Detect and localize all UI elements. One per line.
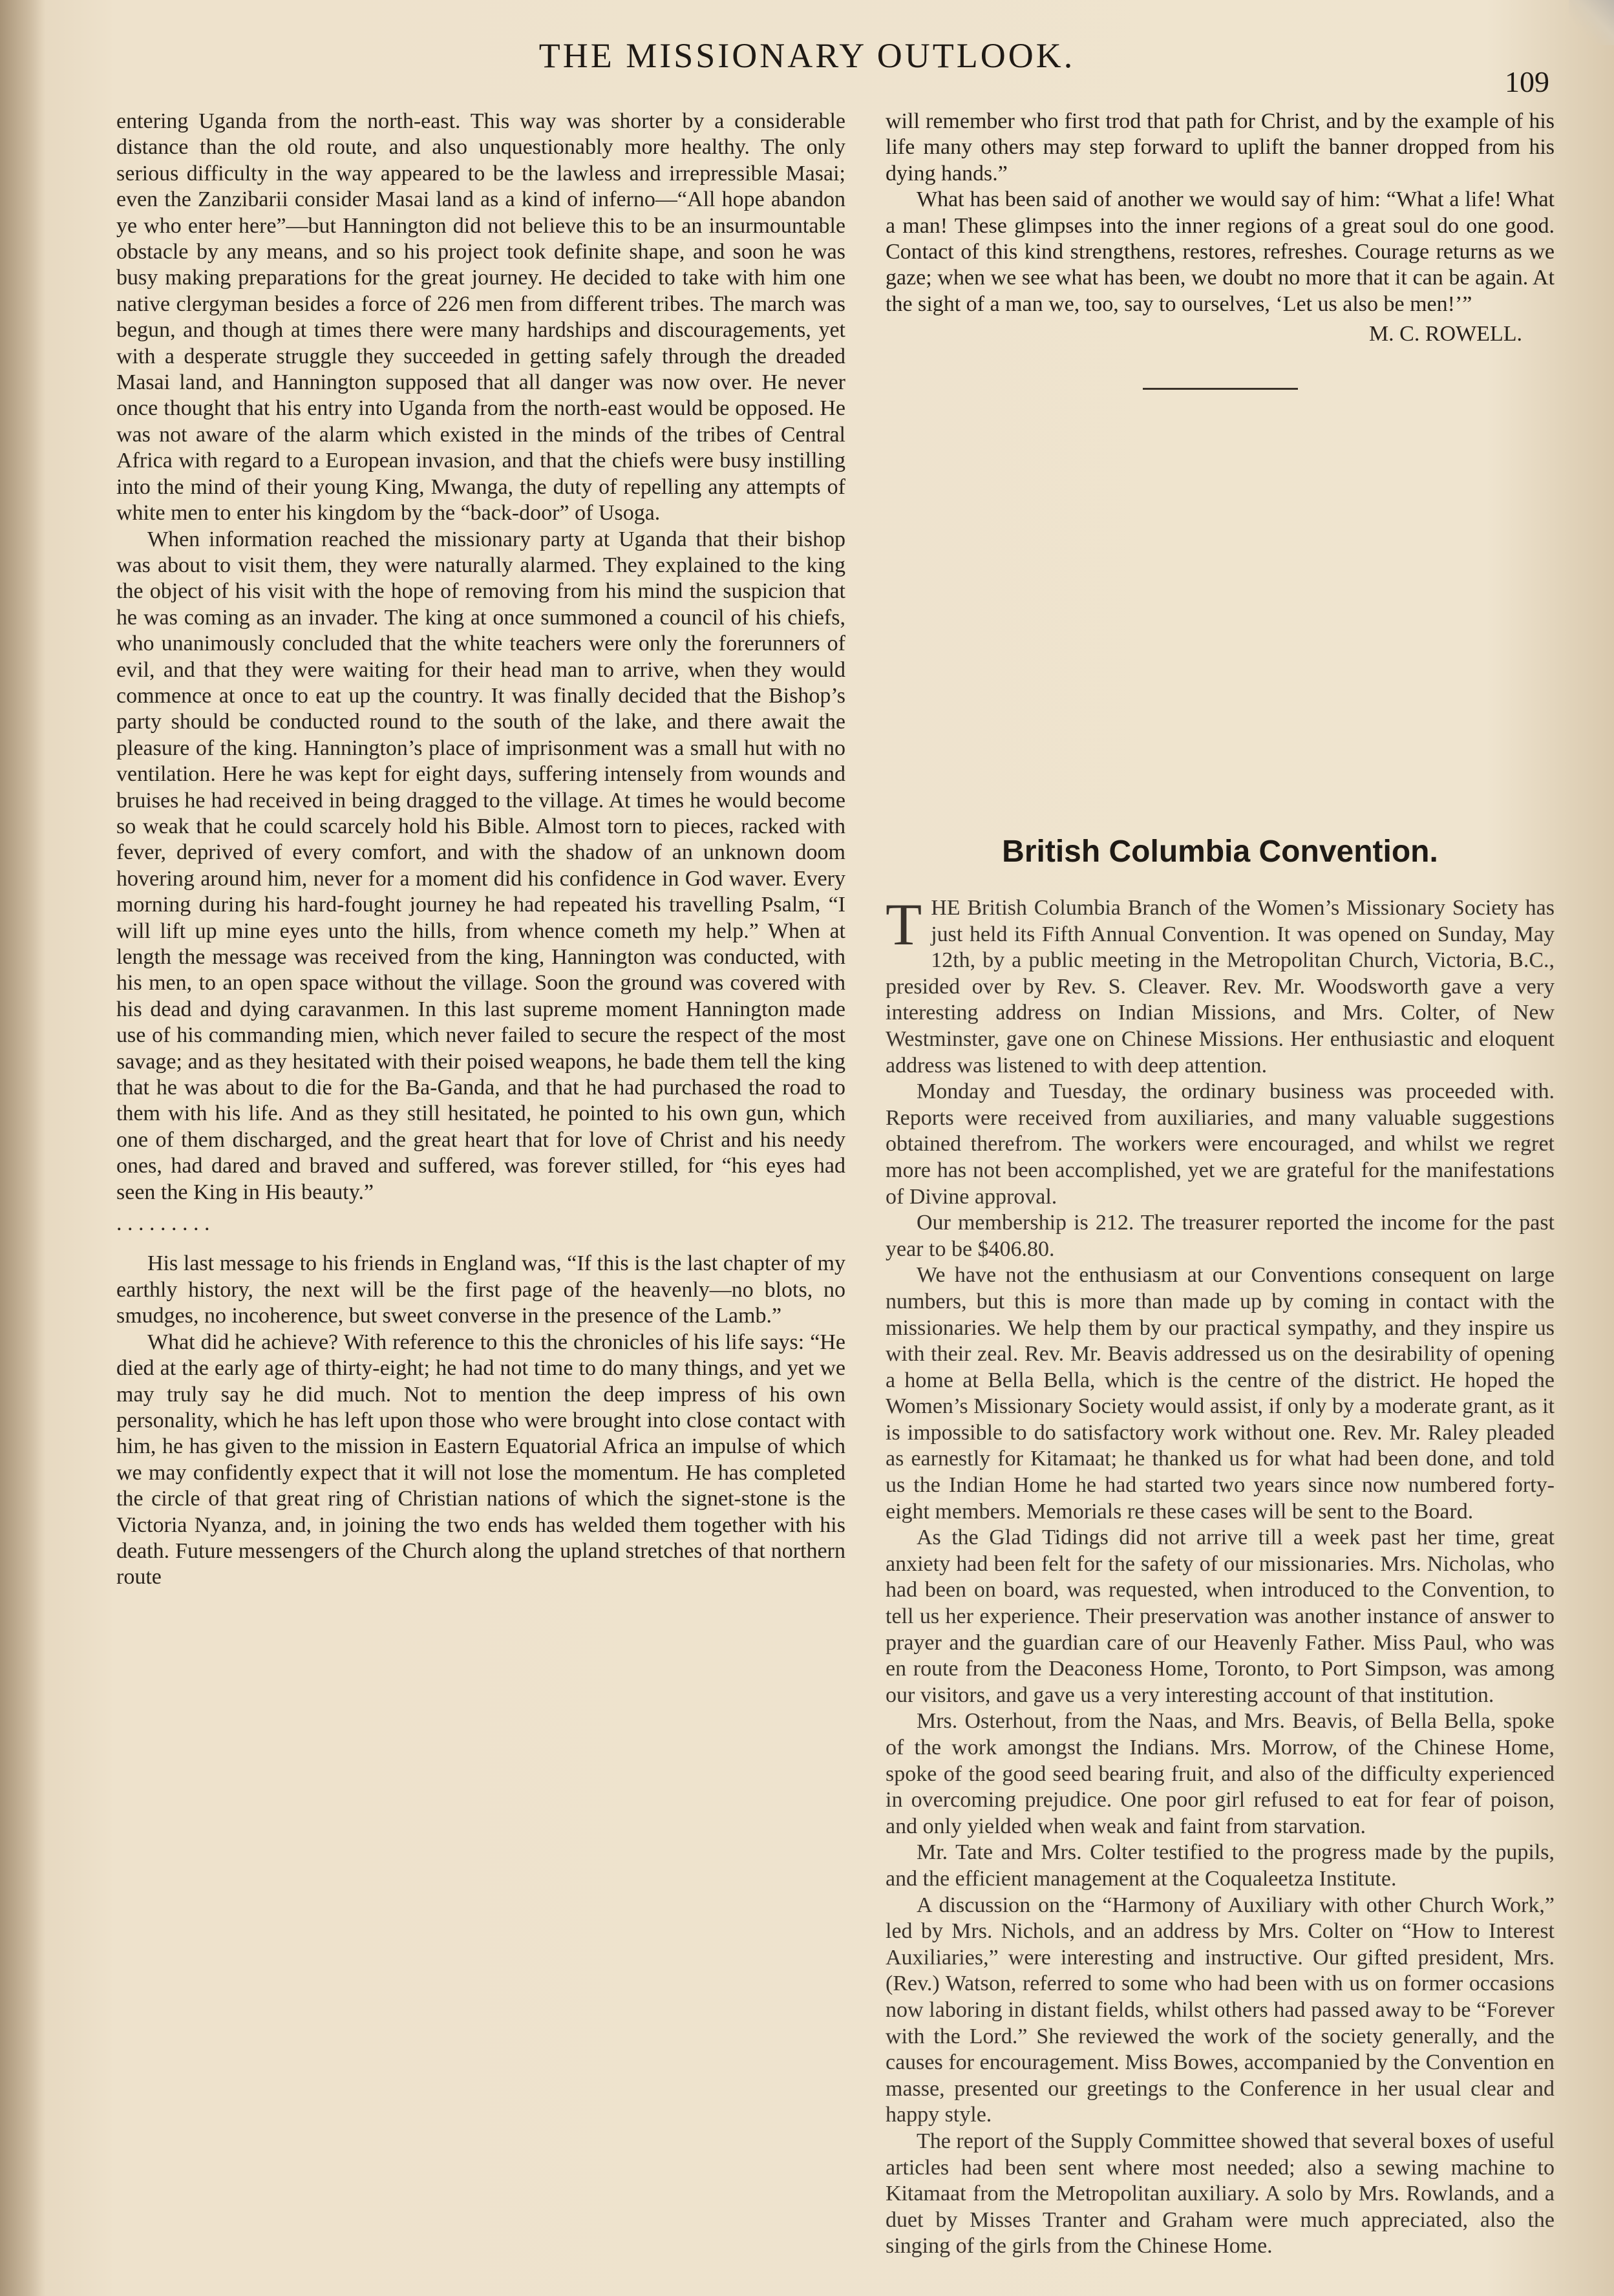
convention-paragraph-6: Mrs. Osterhout, from the Naas, and Mrs. Beavis, of Bella Bella, spoke of the work amongst the Indians. Mrs. Morrow, of the Chinese Home, spoke of the good seed bearing fruit, and also of the difficulty experienced in overcoming prejudice. One poor girl refused to eat for fear of poison, and only yielded when weak and faint from starvation. (886, 1709, 1555, 1838)
left-paragraph-2: When information reached the missionary party at Uganda that their bishop was about to visit them, they were naturally alarmed. They explained to the king the object of his visit with the hope of removing from his mind the suspicion that he was coming as an invader. The king at once summoned a council of his chiefs, who unanimously concluded that the white teachers were only the forerunners of evil, and that they were waiting for their head man to arrive, when they would commence at once to eat up the country. It was finally decided that the Bishop’s party should be conducted round to the south of the lake, and there await the pleasure of the king. Hannington’s place of imprisonment was a small hut with no ventilation. Here he was kept for eight days, suffering intensely from wounds and bruises he had received in being dragged to the village. At times he would become so weak that he could scarcely hold his Bible. Almost torn to pieces, racked with fever, deprived of every comfort, and with the shadow of an unknown doom hovering around him, never for a moment did his confidence in God waver. Every morning during his hard-fought journey he had repeated his travelling Psalm, “I will lift up mine eyes unto the hills, from whence cometh my help.” When at length the message was received from the king, Hannington was conducted, with his men, to an open space without the village. Soon the ground was covered with his dead and dying caravanmen. In this last supreme moment Hannington made use of his commanding mien, which never failed to secure the respect of the most savage; and as they hesitated with their poised weapons, he bade them tell the king that he was about to die for the Ba-Ganda, and that he had purchased the road to them with his life. And as they still hesitated, he pointed to his own gun, which one of them discharged, and the great heart that for love of Christ and his needy ones, had dared and braved and suffered, was forever stilled, for “his eyes had seen the King in His beauty.” (116, 527, 845, 1204)
binding-shadow (0, 0, 45, 2296)
convention-paragraph-7: Mr. Tate and Mrs. Colter testified to the progress made by the pupils, and the efficient management at the Coqualeetza Institute. (886, 1840, 1555, 1891)
convention-paragraph-3: Our membership is 212. The treasurer reported the income for the past year to be $406.80. (886, 1211, 1555, 1261)
left-paragraph-1: entering Uganda from the north-east. This way was shorter by a considerable distance than the old route, and also unquestionably more healthy. The only serious difficulty in the way appeared to be the lawless and irrepressible Masai; even the Zanzibarii consider Masai land as a kind of inferno—“All hope abandon ye who enter here”—but Hannington did not believe this to be an insurmountable obstacle by any means, and so his project took definite shape, and soon he was busy making preparations for the great journey. He decided to take with him one native clergyman besides a force of 226 men from different tribes. The march was begun, and though at times there were many hardships and discouragements, yet with a desperate struggle they succeeded in getting safely through the dreaded Masai land, and Hannington supposed that all danger was now over. He never once thought that his entry into Uganda from the north-east would be opposed. He was not aware of the alarm which existed in the minds of the tribes of Central Africa with regard to a European invasion, and that the chiefs were busy instilling into the mind of their young King, Mwanga, the duty of repelling any attempts of white men to enter his kingdom by the “back-door” of Usoga. (116, 109, 845, 526)
drop-cap: T (886, 891, 922, 957)
page-number: 109 (1505, 65, 1549, 98)
convention-paragraph-9: The report of the Supply Committee showed that several boxes of useful articles had been sent where most needed; also a sewing machine to Kitamaat from the Metropolitan auxiliary. A solo by Mrs. Rowlands, and a duet by Misses Tranter and Graham were much appreciated, also the singing of the girls from the Chinese Home. (886, 2129, 1555, 2259)
author-signature: M. C. ROWELL. (1368, 322, 1522, 346)
running-header: THE MISSIONARY OUTLOOK. (538, 36, 1076, 75)
convention-paragraph-4: We have not the enthusiasm at our Conventions consequent on large numbers, but this is more than made up by coming in contact with the missionaries. We help them by our practical sympathy, and they inspire us with their zeal. Rev. Mr. Beavis addressed us on the desirability of opening a home at Bella Bella, which is the centre of the district. He hoped the Women’s Missionary Society would assist, if only by a moderate grant, as it is impossible to do satisfactory work without one. Rev. Mr. Raley pleaded as earnestly for Kitamaat; he thanked us for what had been done, and told us the Indian Home he had started two years since now numbered forty-eight members. Memorials re these cases will be sent to the Board. (886, 1263, 1555, 1524)
right-paragraph-1: will remember who first trod that path for Christ, and by the example of his life many others may step forward to uplift the banner dropped from his dying hands.” (886, 109, 1555, 186)
right-column-top (886, 109, 1555, 416)
convention-paragraph-2: Monday and Tuesday, the ordinary business was proceeded with. Reports were received from auxiliaries, and many valuable suggestions obtained therefrom. The workers were encouraged, and whilst we regret more has not been accomplished, yet we are grateful for the manifestations of Divine approval. (886, 1079, 1555, 1209)
convention-paragraph-8: A discussion on the “Harmony of Auxiliary with other Church Work,” led by Mrs. Nichols, and an address by Mrs. Colter on “How to Interest Auxiliaries,” were interesting and instructive. Our gifted president, Mrs. (Rev.) Watson, referred to some who had been with us on former occasions now laboring in distant fields, whilst others had passed away to be “Forever with the Lord.” She reviewed the work of the society generally, and the causes for encouragement. Miss Bowes, accompanied by the Convention en masse, presented our greetings to the Conference in her usual clear and happy style. (886, 1893, 1555, 2127)
left-paragraph-4: What did he achieve? With reference to this the chronicles of his life says: “He died at the early age of thirty-eight; he had not time to do many things, and yet we may truly say he did much. Not to mention the deep impress of his own personality, which he has left upon those who were brought into close contact with him, he has given to the mission in Eastern Equatorial Africa an impulse of which we may confidently expect that it will not lose the momentum. He has completed the circle of that great ring of Christian nations of which the signet-stone is the Victoria Nyanza, and, in joining the two ends has welded them together with his death. Future messengers of the Church along the upland stretches of that northern route (116, 1330, 845, 1589)
section-break-dots: . . . . . . . . . (116, 1211, 210, 1236)
convention-paragraph-1-text: HE British Columbia Branch of the Women’s Missionary Society has just held its Fifth Annual Convention. It was opened on Sunday, May 12th, by a public meeting in the Metropolitan Church, Victoria, B.C., presided over by Rev. S. Cleaver. Rev. Mr. Woodsworth gave a very interesting address on Indian Missions, and Mrs. Colter, of New Westminster, gave one on Chinese Missions. Her enthusiastic and eloquent address was listened to with deep attention. (886, 896, 1555, 1078)
left-paragraph-3: His last message to his friends in England was, “If this is the last chapter of my earthly history, the next will be the first page of the heavenly—no blots, no smudges, no incoherence, but sweet converse in the presence of the Lamb.” (116, 1251, 845, 1328)
left-column (116, 109, 845, 1591)
convention-paragraph-5: As the Glad Tidings did not arrive till a week past her time, great anxiety had been felt for the safety of our missionaries. Mrs. Nicholas, who had been on board, was requested, when introduced to the Convention, to tell us her experience. Their preservation was another instance of answer to prayer and the guardian care of our Heavenly Father. Miss Paul, who was en route from the Deaconess Home, Toronto, to Port Simpson, was among our visitors, and gave us a very interesting account of that institution. (886, 1525, 1555, 1707)
section-divider (1143, 388, 1298, 390)
section-title: British Columbia Convention. (1002, 834, 1438, 869)
right-paragraph-2: What has been said of another we would say of him: “What a life! What a man! These glimpses into the inner regions of a great soul do one good. Contact of this kind strengthens, restores, refreshes. Courage returns as we gaze; when we see what has been, we doubt no more that it can be again. At the sight of a man we, too, say to ourselves, ‘Let us also be men!’” (886, 187, 1555, 316)
convention-paragraph-1 (886, 891, 1555, 1079)
convention-article (886, 891, 1555, 2260)
